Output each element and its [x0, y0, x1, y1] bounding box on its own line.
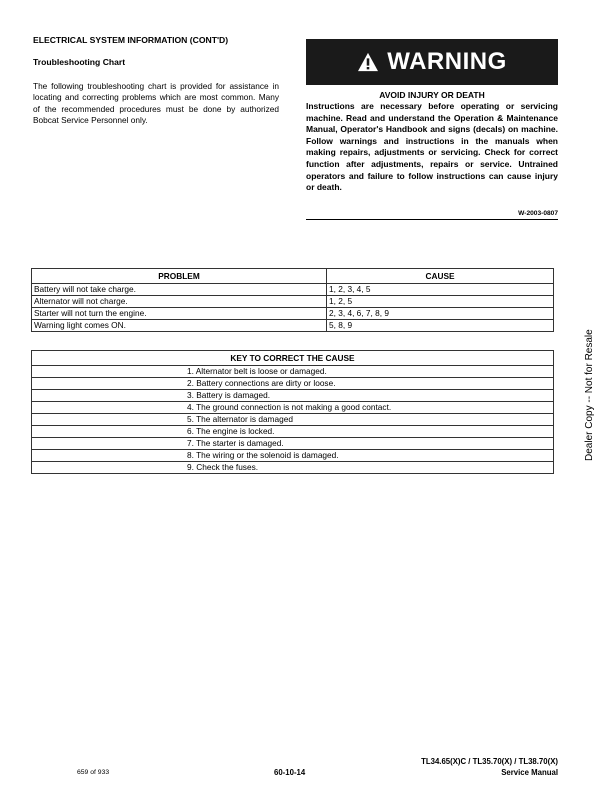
key-row — [32, 402, 554, 414]
warning-code: W-2003-0807 — [518, 210, 558, 217]
key-item: 7. The starter is damaged. — [32, 438, 554, 450]
table-row — [32, 320, 554, 332]
cause-cell: 1, 2, 3, 4, 5 — [327, 284, 554, 296]
problem-cause-table — [31, 268, 554, 332]
table-header-row — [32, 269, 554, 284]
cause-header: CAUSE — [327, 269, 554, 284]
model-numbers: TL34.65(X)C / TL35.70(X) / TL38.70(X) — [421, 757, 558, 766]
warning-word: WARNING — [387, 48, 507, 75]
warning-banner — [306, 39, 558, 85]
key-row — [32, 378, 554, 390]
manual-title: Service Manual — [501, 768, 558, 777]
key-item: 9. Check the fuses. — [32, 462, 554, 474]
cause-cell: 2, 3, 4, 6, 7, 8, 9 — [327, 308, 554, 320]
key-item: 2. Battery connections are dirty or loose. — [32, 378, 554, 390]
key-item: 1. Alternator belt is loose or damaged. — [32, 366, 554, 378]
key-row — [32, 366, 554, 378]
table-header-row — [32, 351, 554, 366]
table-row — [32, 296, 554, 308]
problem-cell: Alternator will not charge. — [32, 296, 327, 308]
dealer-copy-watermark: Dealer Copy -- Not for Resale — [584, 329, 595, 462]
key-item: 5. The alternator is damaged — [32, 414, 554, 426]
problem-cell: Warning light comes ON. — [32, 320, 327, 332]
key-row — [32, 390, 554, 402]
key-item: 8. The wiring or the solenoid is damaged. — [32, 450, 554, 462]
problem-cell: Starter will not turn the engine. — [32, 308, 327, 320]
key-row — [32, 450, 554, 462]
key-row — [32, 462, 554, 474]
section-page-number: 60-10-14 — [274, 768, 306, 777]
problem-cell: Battery will not take charge. — [32, 284, 327, 296]
cause-cell: 1, 2, 5 — [327, 296, 554, 308]
warning-body: Instructions are necessary before operating or servicing machine. Read and understand the Operation & Maintenance Manual, Operator's Handbook and signs (decals) on machine. Follow warnings and instructions in the manuals when making repairs, adjustments or servicing. Check for correct function after adjustments, repairs or service. Untrained operators and failure to follow instructions can cause injury or death. — [306, 101, 558, 193]
key-header: KEY TO CORRECT THE CAUSE — [32, 351, 554, 366]
key-to-cause-table — [31, 350, 554, 474]
key-row — [32, 426, 554, 438]
intro-paragraph: The following troubleshooting chart is provided for assistance in locating and correcting problems which are most common. Many of the recommended procedures must be done by authorized Bobcat Service Personnel only. — [33, 81, 279, 126]
cause-cell: 5, 8, 9 — [327, 320, 554, 332]
key-item: 4. The ground connection is not making a good contact. — [32, 402, 554, 414]
warning-heading: AVOID INJURY OR DEATH — [379, 90, 485, 100]
warning-triangle-icon — [357, 52, 379, 72]
key-row — [32, 438, 554, 450]
key-item: 3. Battery is damaged. — [32, 390, 554, 402]
key-item: 6. The engine is locked. — [32, 426, 554, 438]
page-count: 659 of 933 — [77, 769, 110, 776]
troubleshooting-chart-title: Troubleshooting Chart — [33, 57, 126, 67]
warning-divider — [306, 219, 558, 220]
section-title: ELECTRICAL SYSTEM INFORMATION (CONT'D) — [33, 35, 229, 45]
table-row — [32, 284, 554, 296]
table-row — [32, 308, 554, 320]
key-row — [32, 414, 554, 426]
problem-header: PROBLEM — [32, 269, 327, 284]
